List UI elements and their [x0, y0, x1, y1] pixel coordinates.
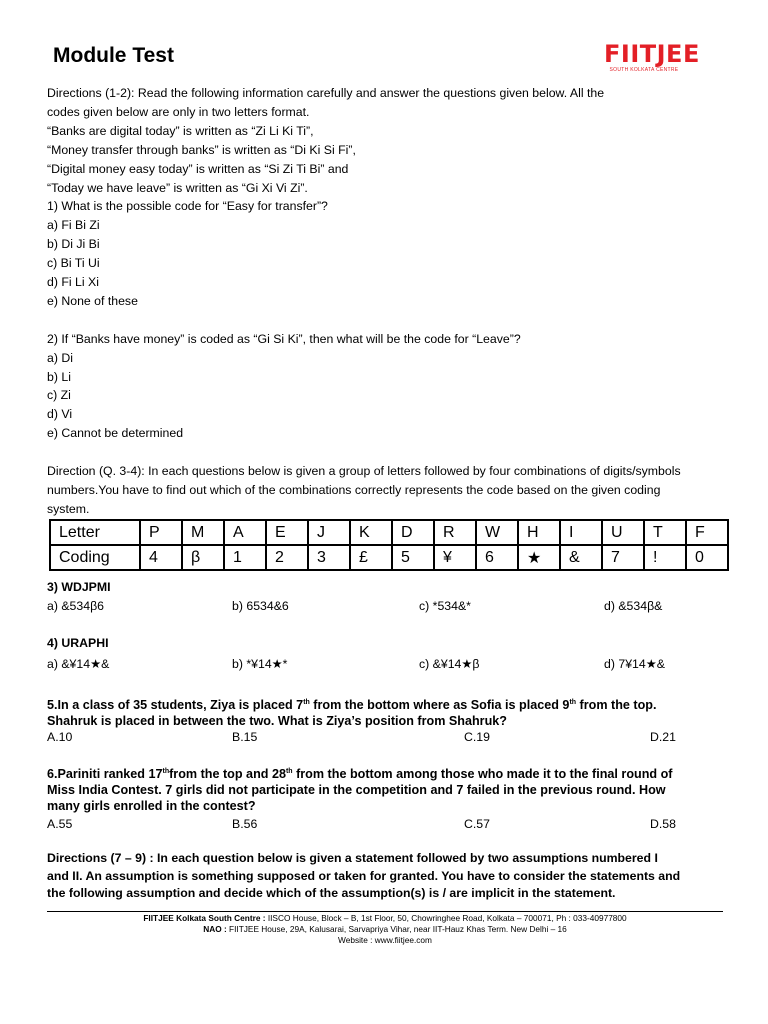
answer-option: C.19 [464, 730, 490, 744]
section-directions-1-4 [47, 84, 727, 519]
blank-line [47, 311, 727, 330]
text-line: b) Li [47, 369, 71, 384]
answer-option: A.55 [47, 817, 73, 831]
answer-option: A.10 [47, 730, 73, 744]
coding-header: Coding [50, 545, 140, 570]
question-5-line-2: Shahruk is placed in between the two. What is Ziya’s position from Shahruk? [47, 714, 507, 729]
footer-divider [47, 911, 723, 912]
answer-option: b) 6534&6 [232, 599, 289, 613]
letter-cell: W [476, 520, 518, 545]
question-6-line-1: 6.Pariniti ranked 17thfrom the top and 28th from the bottom among those who made it to the final round of [47, 767, 673, 782]
text-line: the following assumption and decide which of the assumption(s) is / are implicit in the statement. [47, 886, 616, 900]
code-cell: 5 [392, 545, 434, 570]
code-cell: 1 [224, 545, 266, 570]
code-cell: 2 [266, 545, 308, 570]
code-cell: £ [350, 545, 392, 570]
answer-option: D.21 [650, 730, 676, 744]
letter-row [50, 520, 728, 545]
answer-option: c) &¥14★β [419, 657, 480, 671]
answer-option: c) *534&* [419, 599, 471, 613]
answer-option: b) *¥14★* [232, 657, 288, 671]
logo-text: FIITJEE [604, 40, 700, 68]
answer-option: d) 7¥14★& [604, 657, 665, 671]
text-line: “Digital money easy today” is written as “Si Zi Ti Bi” and [47, 161, 349, 176]
text-line: 2) If “Banks have money” is coded as “Gi Si Ki”, then what will be the code for “Leave”? [47, 331, 521, 346]
directions-7-9 [47, 850, 727, 903]
code-cell: 3 [308, 545, 350, 570]
answer-option: C.57 [464, 817, 490, 831]
letter-cell: K [350, 520, 392, 545]
text-line: codes given below are only in two letters format. [47, 104, 310, 119]
letter-cell: J [308, 520, 350, 545]
code-cell: 6 [476, 545, 518, 570]
letter-cell: U [602, 520, 644, 545]
answer-option: B.15 [232, 730, 258, 744]
answer-option: a) &¥14★& [47, 657, 110, 671]
text-line: c) Bi Ti Ui [47, 256, 100, 271]
code-cell: 0 [686, 545, 728, 570]
letter-cell: I [560, 520, 602, 545]
letter-cell: P [140, 520, 182, 545]
answer-option: D.58 [650, 817, 676, 831]
code-cell: ! [644, 545, 686, 570]
code-cell: 4 [140, 545, 182, 570]
letter-header: Letter [50, 520, 140, 545]
text-line: a) Fi Bi Zi [47, 218, 100, 233]
text-line: d) Fi Li Xi [47, 275, 99, 290]
coding-table-wrap [49, 519, 729, 571]
coding-table [49, 519, 729, 571]
letter-cell: F [686, 520, 728, 545]
answer-option: a) &534β6 [47, 599, 104, 613]
text-line: 1) What is the possible code for “Easy for transfer”? [47, 199, 328, 214]
code-cell: 7 [602, 545, 644, 570]
question-6-line-3: many girls enrolled in the contest? [47, 799, 256, 814]
question-5 [47, 695, 727, 729]
letter-cell: M [182, 520, 224, 545]
text-line: numbers.You have to find out which of the combinations correctly represents the code based on the given coding [47, 483, 661, 497]
text-line: e) Cannot be determined [47, 426, 184, 441]
coding-row [50, 545, 728, 570]
answer-option: B.56 [232, 817, 258, 831]
text-line: a) Di [47, 350, 73, 365]
letter-cell: T [644, 520, 686, 545]
letter-cell: H [518, 520, 560, 545]
text-line: b) Di Ji Bi [47, 237, 100, 252]
question-6-line-2: Miss India Contest. 7 girls did not participate in the competition and 7 failed in the previous round. How [47, 783, 666, 798]
text-line: e) None of these [47, 293, 138, 308]
text-line: system. [47, 501, 90, 516]
text-line: Direction (Q. 3-4): In each questions below is given a group of letters followed by four combinations of digits/symbols [47, 464, 681, 479]
text-line: Directions (1-2): Read the following information carefully and answer the questions given below. All the [47, 86, 605, 100]
blank-line [47, 443, 727, 462]
letter-cell: A [224, 520, 266, 545]
code-cell: ★ [518, 545, 560, 570]
text-line: “Money transfer through banks” is written as “Di Ki Si Fi”, [47, 142, 356, 157]
question-5-line-1: 5.In a class of 35 students, Ziya is placed 7th from the bottom where as Sofia is placed 9th from the top. [47, 698, 657, 713]
answer-option: d) &534β& [604, 599, 663, 613]
footer-line-3: Website : www.fiitjee.com [338, 935, 432, 945]
text-line: d) Vi [47, 407, 73, 422]
text-line: and II. An assumption is something supposed or taken for granted. You have to consider the statements and [47, 868, 681, 883]
question-4-label: 4) URAPHI [47, 636, 109, 650]
question-3-label: 3) WDJPMI [47, 580, 111, 594]
code-cell: β [182, 545, 224, 570]
page-title: Module Test [53, 44, 174, 67]
text-line: “Banks are digital today” is written as “Zi Li Ki Ti”, [47, 123, 314, 138]
logo-subtext: SOUTH KOLKATA CENTRE [609, 67, 679, 73]
letter-cell: R [434, 520, 476, 545]
text-line: Directions (7 – 9) : In each question below is given a statement followed by two assumptions numbered I [47, 851, 658, 865]
letter-cell: E [266, 520, 308, 545]
footer-line-2: NAO : FIITJEE House, 29A, Kalusarai, Sarvapriya Vihar, near IIT-Hauz Khas Term. New Delhi – 16 [203, 924, 567, 934]
code-cell: ¥ [434, 545, 476, 570]
code-cell: & [560, 545, 602, 570]
text-line: “Today we have leave” is written as “Gi Xi Vi Zi”. [47, 180, 308, 195]
fiitjee-logo [604, 40, 700, 73]
text-line: c) Zi [47, 388, 71, 403]
footer-line-1: FIITJEE Kolkata South Centre : IISCO House, Block – B, 1st Floor, 50, Chowringhee Road, Kolkata – 700071, Ph : 033-40977800 [143, 913, 627, 923]
question-6 [47, 764, 727, 814]
page-footer [47, 913, 723, 946]
letter-cell: D [392, 520, 434, 545]
